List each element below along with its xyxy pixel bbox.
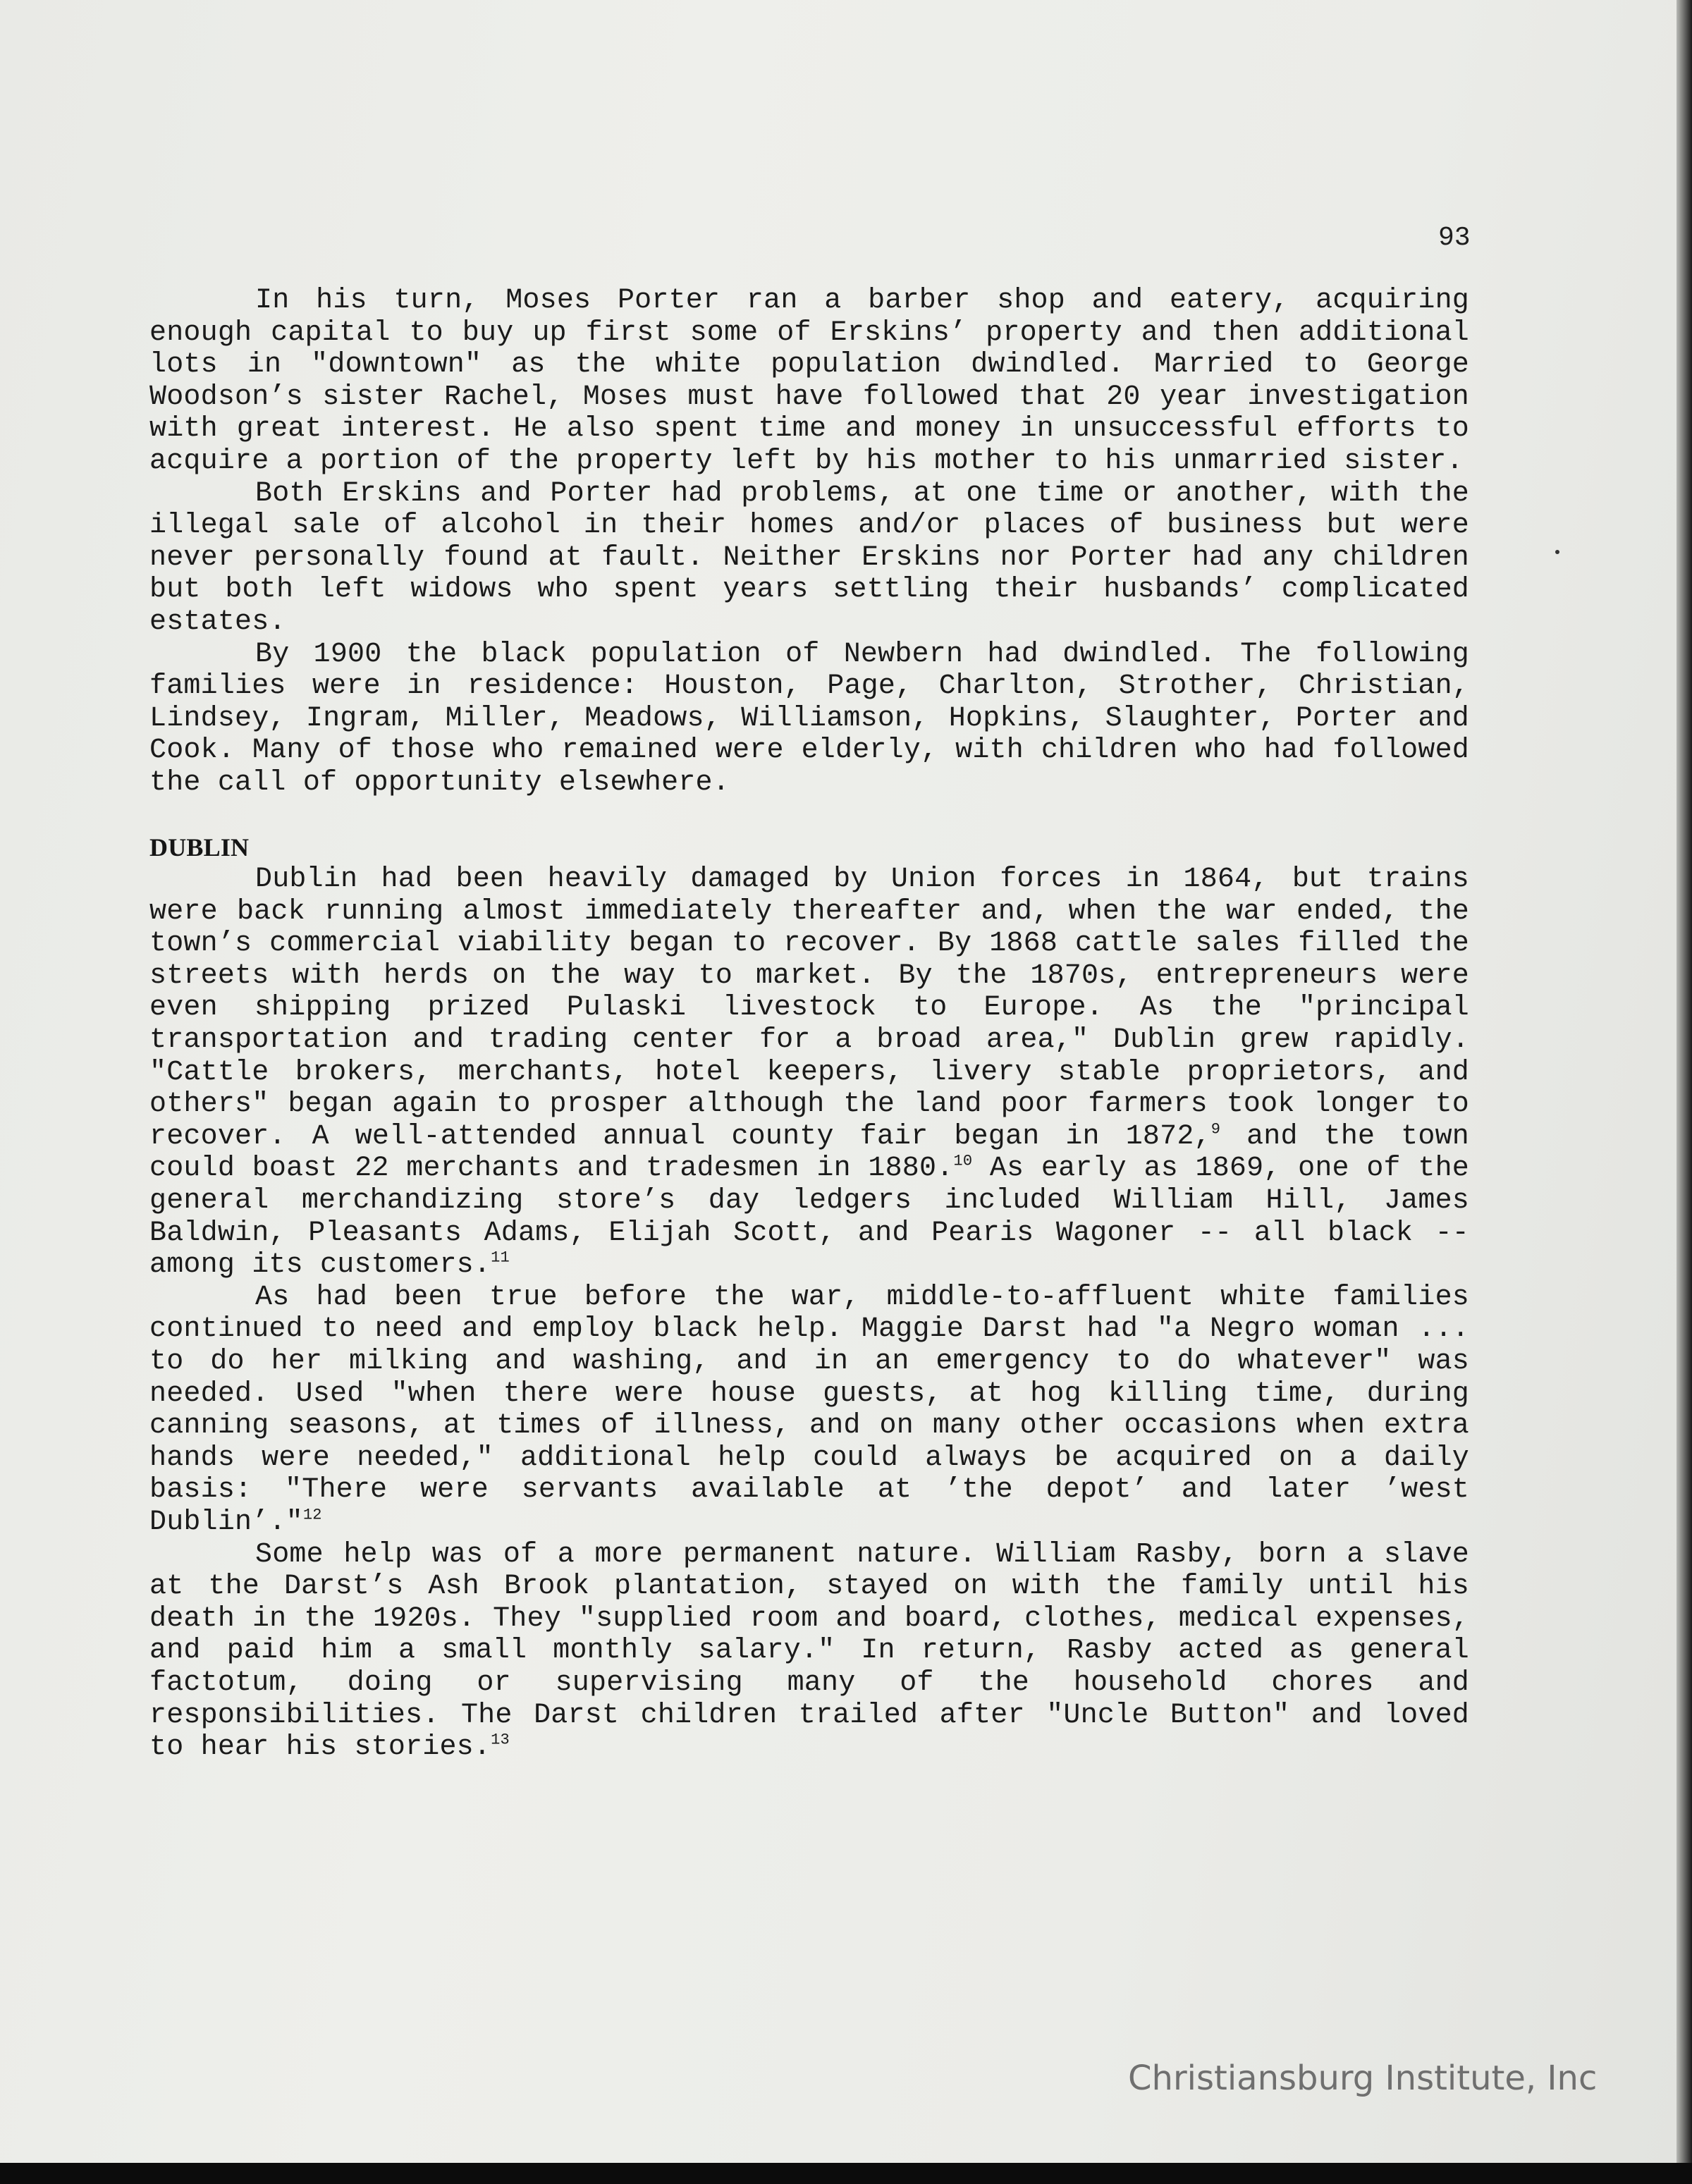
footnote-ref-13: 13 [491,1731,510,1749]
body-text [149,285,1469,1764]
paragraph-text: Some help was of a more permanent nature. William Rasby, born a slave at the Darst’s Ash Brook plantation, stayed on with the family until his death in the 1920s. They "supplied room and board, clothes, medical expenses, and paid him a small monthly salary." In return, Rasby acted as general factotum, doing or supervising many of the household chores and responsibilities. The Darst children trailed after "Uncle Button" and loved to hear his stories. [149,1538,1469,1764]
paragraph-text: and the town could boast 22 merchants and tradesmen in 1880. [149,1120,1470,1185]
paragraph-newbern-1900: By 1900 the black population of Newbern had dwindled. The following families were in residence: Houston, Page, Charlton, Strother, Christian, Lindsey, Ingram, Miller, Meadows, Williamson, Hopkins, Slaughter, Porter and Cook. Many of those who remained were elderly, with children who had followed the call of opportunity elsewhere. [149,638,1469,799]
watermark: Christiansburg Institute, Inc [1128,2059,1598,2098]
page-number: 93 [1438,223,1471,253]
paragraph-text: Dublin had been heavily damaged by Union forces in 1864, but trains were back running almost immediately thereafter and, when the war ended, the town’s commercial viability began to recover. By 1868 cattle sales filled the streets with herds on the way to market. By the 1870s, entrepreneurs were even shipping prized Pulaski livestock to Europe. As the "principal transportation and trading center for a broad area," Dublin grew rapidly. "Cattle brokers, merchants, hotel keepers, livery stable proprietors, and others" began again to prosper although the land poor farmers took longer to recover. A well-attended annual county fair began in 1872, [149,864,1469,1153]
background-border [0,2163,1692,2184]
paragraph-text: As early as 1869, one of the general merchandizing store’s day ledgers included William Hill, James Baldwin, Pleasants Adams, Elijah Scott, and Pearis Wagoner -- all black -- among its customers. [149,1153,1469,1282]
footnote-ref-11: 11 [491,1249,510,1267]
footnote-ref-12: 12 [302,1506,322,1524]
stray-mark [1555,550,1559,554]
paragraph-erskins-porter: Both Erskins and Porter had problems, at one time or another, with the illegal sale of alcohol in their homes and/or places of business but were never personally found at fault. Neither Erskins nor Porter had any children but both left widows who spent years settling their husbands’ complicated estates. [149,477,1469,638]
paragraph-text: As had been true before the war, middle-to-affluent white families continued to need and employ black help. Maggie Darst had "a Negro woman ... to do her milking and washing, and in an emergency to do whatever" was needed. Used "when there were house guests, at hog killing time, during canning seasons, at times of illness, and on many other occasions when extra hands were needed," additional help could always be acquired on a daily basis: "There were servants available at ’the depot’ and later ’west Dublin’." [149,1281,1469,1538]
section-heading-dublin: DUBLIN [149,833,250,861]
footnote-ref-10: 10 [953,1153,973,1171]
page-edge-shadow [1676,0,1692,2184]
footnote-ref-9: 9 [1210,1120,1221,1139]
paragraph-dublin-recovery [149,864,1469,1282]
paragraph-black-help [149,1282,1469,1539]
paragraph-william-rasby [149,1539,1469,1764]
paragraph-moses-porter: In his turn, Moses Porter ran a barber shop and eatery, acquiring enough capital to buy up first some of Erskins’ property and then additional lots in "downtown" as the white population dwindled. Married to George Woodson’s sister Rachel, Moses must have followed that 20 year investigation with great interest. He also spent time and money in unsuccessful efforts to acquire a portion of the property left by his mother to his unmarried sister. [149,285,1469,477]
